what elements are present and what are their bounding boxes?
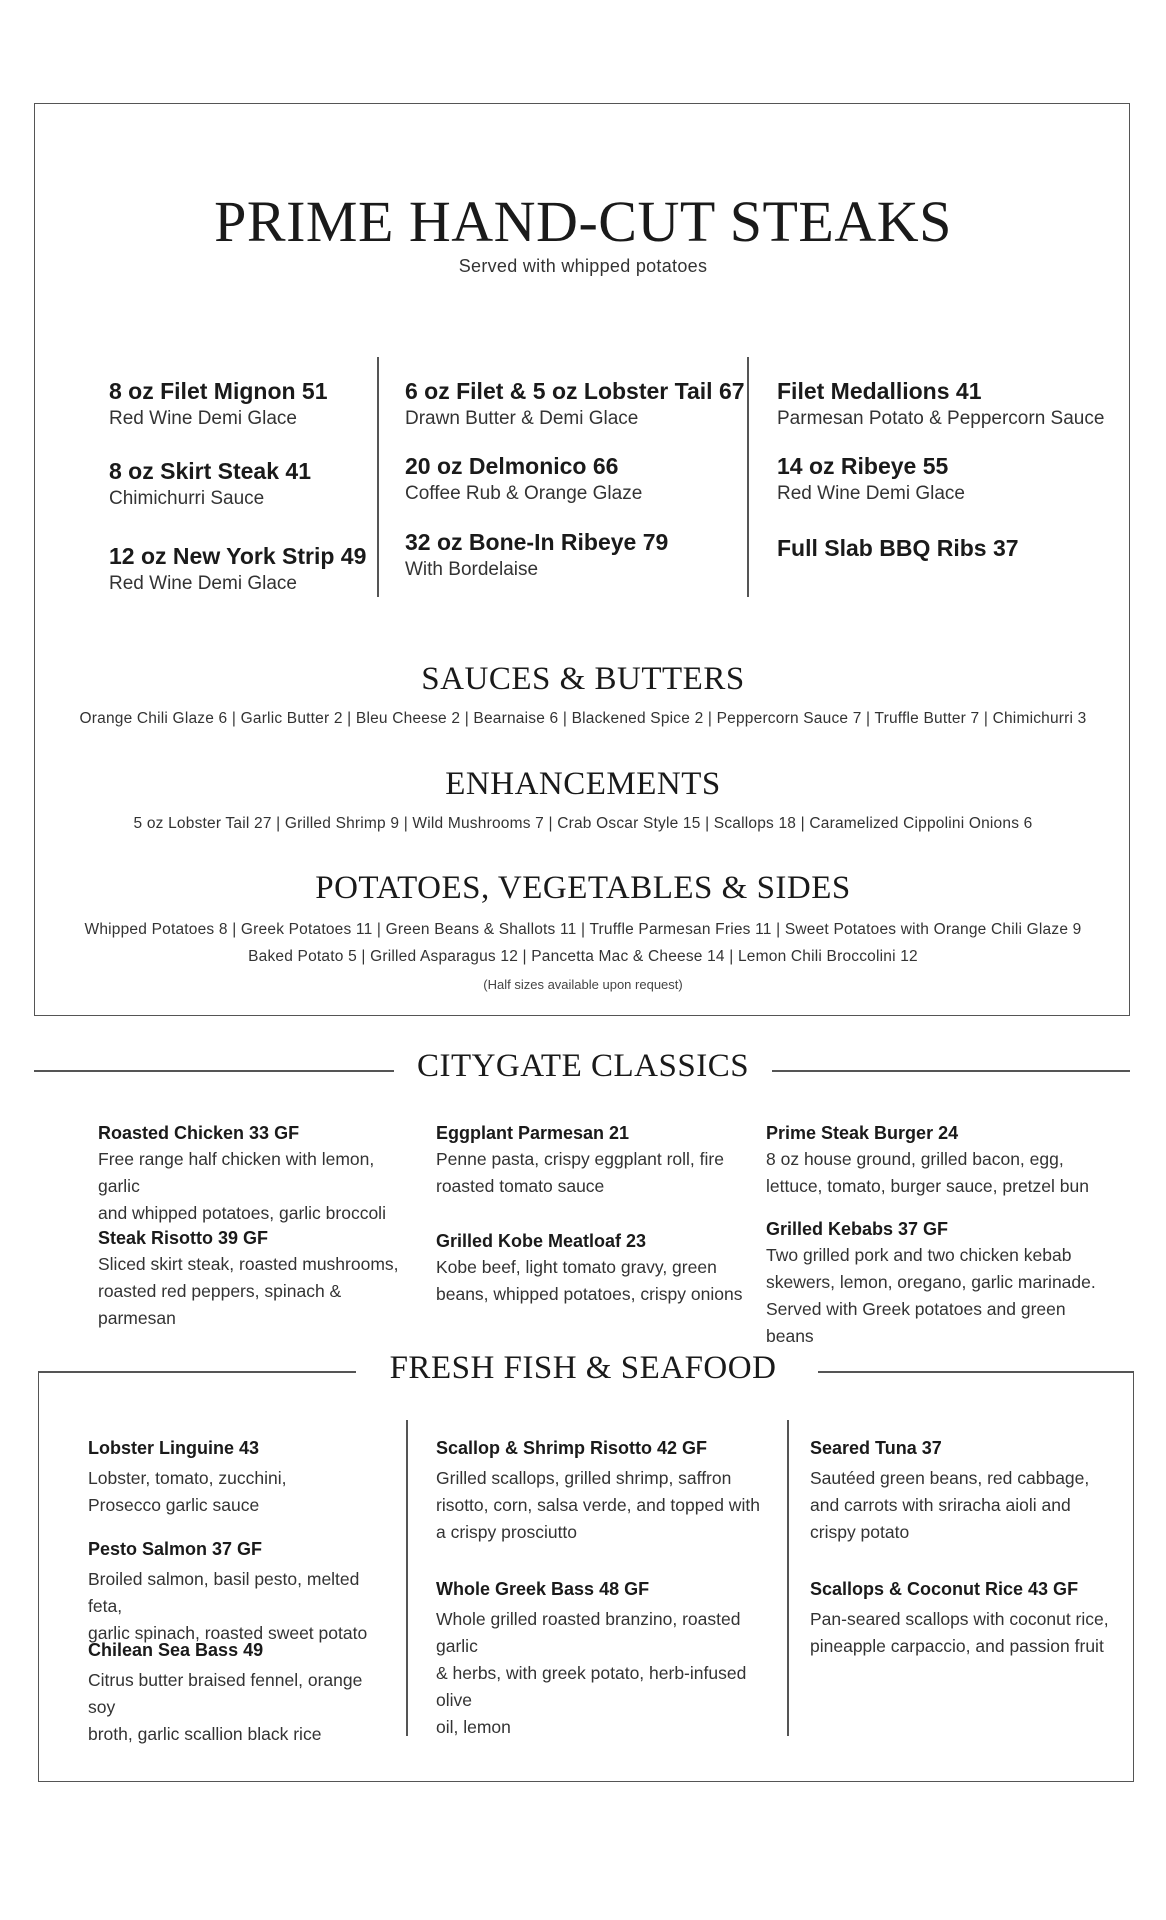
classics-item-desc: beans, whipped potatoes, crispy onions (436, 1284, 743, 1304)
seafood-item (436, 1435, 776, 1546)
seafood-item-name: Pesto Salmon 37 GF (88, 1539, 263, 1559)
enhancements-title: ENHANCEMENTS (445, 766, 721, 802)
seafood-item (436, 1576, 776, 1741)
seafood-item-desc: risotto, corn, salsa verde, and topped with (436, 1495, 760, 1515)
steak-item (777, 376, 1104, 432)
classics-item-desc: Penne pasta, crispy eggplant roll, fire (436, 1149, 724, 1169)
steak-item (109, 541, 366, 597)
classics-item (766, 1216, 1106, 1350)
seafood-item-name: Scallop & Shrimp Risotto 42 GF (436, 1438, 708, 1458)
steak-item (777, 451, 965, 507)
seafood-item-name: Chilean Sea Bass 49 (88, 1640, 264, 1660)
seafood-item (810, 1576, 1110, 1660)
classics-item-name: Roasted Chicken 33 GF (98, 1123, 300, 1143)
steaks-subtitle: Served with whipped potatoes (458, 256, 708, 276)
steak-item (405, 376, 745, 432)
classics-title: CITYGATE CLASSICS (416, 1048, 750, 1084)
seafood-divider-left (406, 1420, 408, 1736)
seafood-item-name: Whole Greek Bass 48 GF (436, 1579, 650, 1599)
seafood-item (88, 1435, 388, 1519)
steak-item-name: 20 oz Delmonico 66 (405, 453, 619, 479)
classics-item-name: Grilled Kobe Meatloaf 23 (436, 1231, 647, 1251)
steak-item (777, 533, 1019, 563)
steak-item-name: 6 oz Filet & 5 oz Lobster Tail 67 (405, 378, 745, 404)
seafood-title: FRESH FISH & SEAFOOD (389, 1350, 777, 1386)
seafood-item-desc: Citrus butter braised fennel, orange soy (88, 1670, 363, 1717)
classics-item-desc: roasted tomato sauce (436, 1176, 605, 1196)
steaks-title: PRIME HAND-CUT STEAKS (214, 189, 952, 254)
sides-title: POTATOES, VEGETABLES & SIDES (315, 870, 851, 906)
seafood-item-name: Seared Tuna 37 (810, 1438, 942, 1458)
classics-item-desc: Two grilled pork and two chicken kebab (766, 1245, 1072, 1265)
classics-item-name: Grilled Kebabs 37 GF (766, 1219, 949, 1239)
seafood-item (88, 1536, 388, 1647)
seafood-item (810, 1435, 1110, 1546)
classics-item-desc: Served with Greek potatoes and green beans (766, 1299, 1066, 1346)
steak-item (109, 376, 328, 432)
steak-item-name: 8 oz Filet Mignon 51 (109, 378, 328, 404)
steak-item-name: 8 oz Skirt Steak 41 (109, 458, 311, 484)
classics-item (766, 1120, 1106, 1200)
seafood-item-name: Scallops & Coconut Rice 43 GF (810, 1579, 1079, 1599)
steak-item (405, 527, 668, 583)
steak-item-desc: Drawn Butter & Demi Glace (405, 408, 639, 429)
steaks-divider-left (377, 357, 379, 597)
seafood-item-desc: Whole grilled roasted branzino, roasted garlic (436, 1609, 741, 1656)
classics-item-name: Eggplant Parmesan 21 (436, 1123, 630, 1143)
seafood-item-desc: & herbs, with greek potato, herb-infused olive (436, 1663, 747, 1710)
steak-item-desc: Parmesan Potato & Peppercorn Sauce (777, 408, 1105, 429)
steak-item (109, 456, 311, 512)
seafood-item-desc: Prosecco garlic sauce (88, 1495, 260, 1515)
steak-item (405, 451, 642, 507)
enhancements-list: 5 oz Lobster Tail 27 | Grilled Shrimp 9 | Wild Mushrooms 7 | Crab Oscar Style 15 | Scallops 18 | Caramelized Cippolini Onions 6 (133, 815, 1033, 832)
classics-item (436, 1120, 756, 1200)
steak-item-name: Full Slab BBQ Ribs 37 (777, 535, 1019, 561)
seafood-item (88, 1637, 388, 1748)
steak-item-desc: Coffee Rub & Orange Glaze (405, 483, 643, 504)
steak-item-desc: Chimichurri Sauce (109, 488, 265, 509)
sides-note: (Half sizes available upon request) (483, 977, 683, 992)
classics-item-desc: and whipped potatoes, garlic broccoli (98, 1203, 386, 1223)
steak-item-desc: Red Wine Demi Glace (109, 408, 297, 429)
seafood-item-desc: Sautéed green beans, red cabbage, (810, 1468, 1090, 1488)
steak-item-desc: Red Wine Demi Glace (777, 483, 965, 504)
classics-item-name: Steak Risotto 39 GF (98, 1228, 269, 1248)
classics-item-desc: 8 oz house ground, grilled bacon, egg, (766, 1149, 1064, 1169)
classics-item (98, 1120, 418, 1227)
seafood-divider-right (787, 1420, 789, 1736)
steak-item-name: 14 oz Ribeye 55 (777, 453, 949, 479)
seafood-item-desc: pineapple carpaccio, and passion fruit (810, 1636, 1104, 1656)
seafood-item-desc: crispy potato (810, 1522, 910, 1542)
classics-item-desc: Kobe beef, light tomato gravy, green (436, 1257, 717, 1277)
classics-item-desc: Free range half chicken with lemon, garlic (98, 1149, 375, 1196)
seafood-item-desc: and carrots with sriracha aioli and (810, 1495, 1071, 1515)
classics-item-desc: roasted red peppers, spinach & parmesan (98, 1281, 342, 1328)
steak-item-desc: Red Wine Demi Glace (109, 573, 297, 594)
seafood-item-desc: broth, garlic scallion black rice (88, 1724, 322, 1744)
steak-item-name: Filet Medallions 41 (777, 378, 982, 404)
seafood-item-desc: Lobster, tomato, zucchini, (88, 1468, 287, 1488)
sauces-list: Orange Chili Glaze 6 | Garlic Butter 2 | Bleu Cheese 2 | Bearnaise 6 | Blackened Spice 2 | Peppercorn Sauce 7 | Truffle Butter 7 | Chimichurri 3 (79, 710, 1087, 727)
classics-item-name: Prime Steak Burger 24 (766, 1123, 959, 1143)
classics-item-desc: lettuce, tomato, burger sauce, pretzel bun (766, 1176, 1089, 1196)
steak-item-name: 12 oz New York Strip 49 (109, 543, 367, 569)
seafood-item-desc: Pan-seared scallops with coconut rice, (810, 1609, 1109, 1629)
seafood-item-desc: Broiled salmon, basil pesto, melted feta, (88, 1569, 360, 1616)
steak-item-name: 32 oz Bone-In Ribeye 79 (405, 529, 669, 555)
classics-item (98, 1225, 418, 1332)
classics-item-desc: skewers, lemon, oregano, garlic marinade. (766, 1272, 1096, 1292)
seafood-item-desc: a crispy prosciutto (436, 1522, 578, 1542)
classics-item (436, 1228, 756, 1308)
seafood-item-desc: oil, lemon (436, 1717, 511, 1737)
sauces-title: SAUCES & BUTTERS (421, 661, 745, 697)
steak-item-desc: With Bordelaise (405, 559, 539, 580)
classics-item-desc: Sliced skirt steak, roasted mushrooms, (98, 1254, 399, 1274)
sides-list-line1: Whipped Potatoes 8 | Greek Potatoes 11 | Green Beans & Shallots 11 | Truffle Parmesan Fries 11 | Sweet Potatoes with Orange Chili Glaze 9 (84, 921, 1082, 938)
seafood-item-name: Lobster Linguine 43 (88, 1438, 260, 1458)
seafood-item-desc: garlic spinach, roasted sweet potato (88, 1623, 368, 1643)
seafood-item-desc: Grilled scallops, grilled shrimp, saffron (436, 1468, 732, 1488)
sides-list-line2: Baked Potato 5 | Grilled Asparagus 12 | Pancetta Mac & Cheese 14 | Lemon Chili Broccolini 12 (248, 948, 918, 965)
steaks-divider-right (747, 357, 749, 597)
